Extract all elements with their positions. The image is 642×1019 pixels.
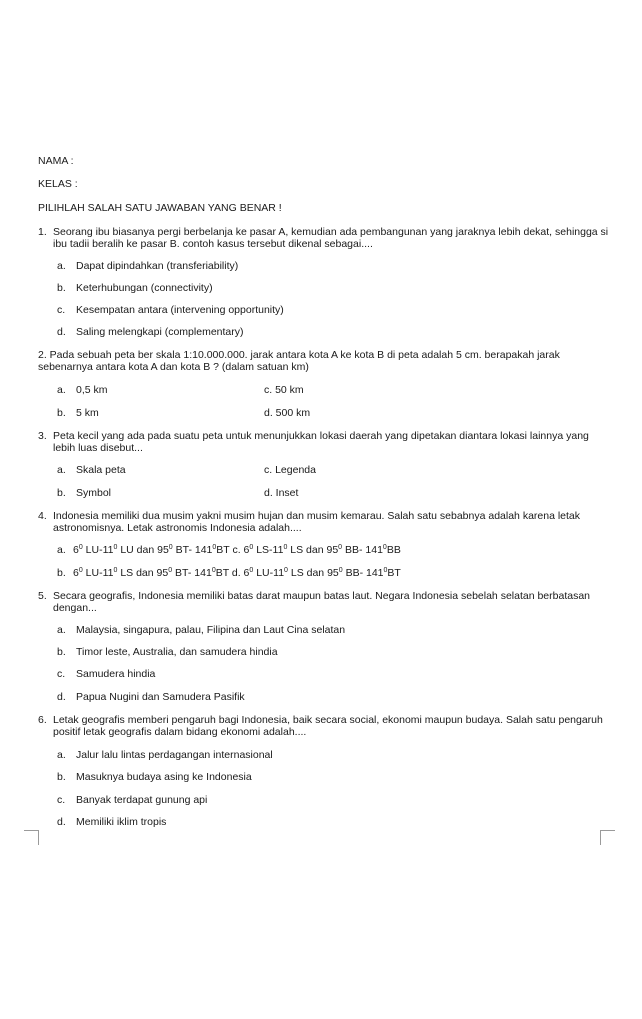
q4-option-b-d-text: $6^0$ $LU-11^0$ LS dan $95^0$ BT- $141^0BT$ d. $6^0$ $LU-11^0$ LS dan $95^0$ BB- $141^0BT$ [73, 567, 401, 579]
instruction-heading: PILIHLAH SALAH SATU JAWABAN YANG BENAR ! [38, 202, 282, 214]
q1-option-b-text: Keterhubungan (connectivity) [76, 282, 213, 294]
q5-option-b-letter: b. [57, 646, 66, 658]
q2-option-a-text: 0,5 km [76, 384, 108, 396]
q4-option-b-letter: b. [57, 567, 66, 579]
question-6-line-2: positif letak geografis dalam bidang ekonomi adalah.... [53, 726, 307, 738]
q5-option-d-letter: d. [57, 691, 66, 703]
question-4-number: 4. [38, 510, 47, 522]
question-5-line-2: dengan... [53, 602, 97, 614]
q3-option-a-text: Skala peta [76, 464, 126, 476]
q6-option-d-letter: d. [57, 816, 66, 828]
q2-option-d-text: d. 500 km [264, 407, 311, 419]
page-corner-mark-left [24, 830, 39, 845]
q6-option-c-letter: c. [57, 794, 66, 806]
q5-option-d-text: Papua Nugini dan Samudera Pasifik [76, 691, 245, 703]
q3-option-a-letter: a. [57, 464, 66, 476]
question-1-line-1: Seorang ibu biasanya pergi berbelanja ke pasar A, kemudian ada pembangunan yang jaraknya lebih dekat, sehingga si [53, 226, 609, 238]
q1-option-d-letter: d. [57, 326, 66, 338]
q6-option-b-letter: b. [57, 771, 66, 783]
question-3-line-2: lebih luas disebut... [53, 442, 143, 454]
name-label: NAMA : [38, 155, 74, 167]
q2-option-b-letter: b. [57, 407, 66, 419]
q6-option-d-text: Memiliki iklim tropis [76, 816, 167, 828]
q1-option-c-text: Kesempatan antara (intervening opportunity) [76, 304, 284, 316]
page-corner-mark-right [600, 830, 615, 845]
q6-option-b-text: Masuknya budaya asing ke Indonesia [76, 771, 252, 783]
q3-option-d-text: d. Inset [264, 487, 299, 499]
q2-option-a-letter: a. [57, 384, 66, 396]
q2-option-b-text: 5 km [76, 407, 99, 419]
question-6-number: 6. [38, 714, 47, 726]
q1-option-c-letter: c. [57, 304, 66, 316]
question-4-line-1: Indonesia memiliki dua musim yakni musim hujan dan musim kemarau. Salah satu sebabnya adalah karena letak [53, 510, 581, 522]
q5-option-b-text: Timor leste, Australia, dan samudera hindia [76, 646, 278, 658]
question-1-number: 1. [38, 226, 47, 238]
q5-option-a-letter: a. [57, 624, 66, 636]
q4-option-a-c-text: $6^0$ $LU-11^0$ LU dan $95^0$ BT- $141^0BT$ c. $6^0$ $LS-11^0$ LS dan $95^0$ BB- $141^0BB$ [73, 544, 401, 556]
q1-option-a-letter: a. [57, 260, 66, 272]
q6-option-a-text: Jalur lalu lintas perdagangan internasional [76, 749, 273, 761]
question-3-number: 3. [38, 430, 47, 442]
q6-option-c-text: Banyak terdapat gunung api [76, 794, 208, 806]
q1-option-d-text: Saling melengkapi (complementary) [76, 326, 244, 338]
q6-option-a-letter: a. [57, 749, 66, 761]
question-1-line-2: ibu tadii beralih ke pasar B. contoh kasus tersebut dikenal sebagai.... [53, 238, 373, 250]
class-label: KELAS : [38, 178, 78, 190]
q5-option-c-letter: c. [57, 668, 66, 680]
question-4-line-2: astronomisnya. Letak astronomis Indonesia adalah.... [53, 522, 302, 534]
q1-option-b-letter: b. [57, 282, 66, 294]
question-2-line-1: 2. Pada sebuah peta ber skala 1:10.000.000. jarak antara kota A ke kota B di peta adalah 5 cm. berapakah jarak [38, 349, 560, 361]
question-2-line-2: sebenarnya antara kota A dan kota B ? (dalam satuan km) [38, 361, 309, 373]
q5-option-a-text: Malaysia, singapura, palau, Filipina dan Laut Cina selatan [76, 624, 346, 636]
q3-option-c-text: c. Legenda [264, 464, 316, 476]
q2-option-c-text: c. 50 km [264, 384, 304, 396]
question-6-line-1: Letak geografis memberi pengaruh bagi Indonesia, baik secara social, ekonomi maupun budaya. Salah satu pengaruh [53, 714, 603, 726]
question-3-line-1: Peta kecil yang ada pada suatu peta untuk menunjukkan lokasi daerah yang dipetakan diantara lokasi lainnya yang [53, 430, 589, 442]
q3-option-b-text: Symbol [76, 487, 112, 499]
q3-option-b-letter: b. [57, 487, 66, 499]
q1-option-a-text: Dapat dipindahkan (transferiability) [76, 260, 239, 272]
q4-option-a-letter: a. [57, 544, 66, 556]
q5-option-c-text: Samudera hindia [76, 668, 156, 680]
question-5-line-1: Secara geografis, Indonesia memiliki batas darat maupun batas laut. Negara Indonesia sebelah selatan berbatasan [53, 590, 591, 602]
question-5-number: 5. [38, 590, 47, 602]
